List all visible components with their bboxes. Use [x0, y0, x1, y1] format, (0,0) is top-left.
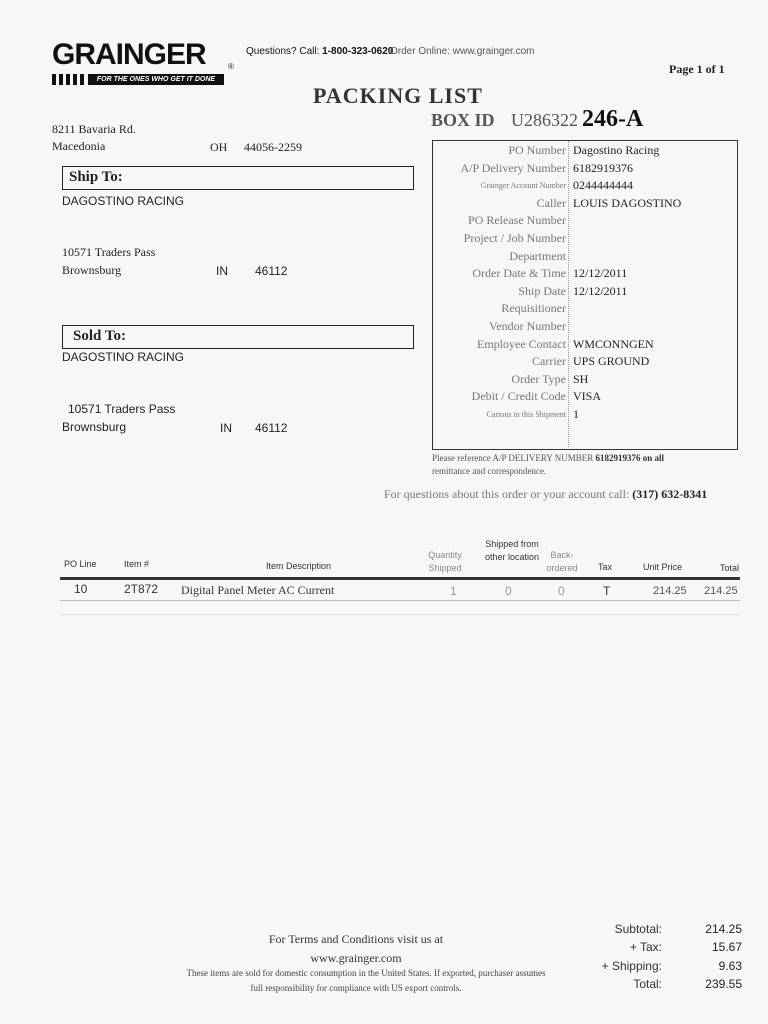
- order-info-value: VISA: [573, 389, 602, 404]
- order-info-row: [432, 266, 736, 283]
- order-info-value: 1: [573, 407, 579, 421]
- order-info-row: [432, 161, 736, 178]
- shipping-label: + Shipping:: [601, 959, 662, 973]
- ship-to-street: 10571 Traders Pass: [62, 245, 156, 259]
- col-total: Total: [720, 563, 740, 573]
- reference-note-line-2: remittance and correspondence.: [432, 466, 547, 476]
- order-info-label: Caller: [536, 195, 566, 210]
- row-backordered: 0: [558, 584, 565, 598]
- order-info-label: A/P Delivery Number: [460, 160, 566, 175]
- order-info-row: [432, 284, 736, 301]
- ship-to-city: Brownsburg: [62, 263, 122, 277]
- subtotal-label: Subtotal:: [614, 922, 662, 936]
- order-info-label: PO Number: [508, 143, 566, 157]
- order-info-label: Project / Job Number: [463, 231, 566, 245]
- sold-to-label: Sold To:: [73, 328, 126, 344]
- col-item: Item #: [124, 559, 150, 569]
- total-label: Total:: [633, 977, 662, 991]
- sold-to-zip: 46112: [255, 421, 288, 435]
- col-shipped-other: Shipped from other location: [484, 539, 540, 562]
- table-header-rule: [60, 577, 740, 580]
- order-info-row: [432, 337, 736, 354]
- origin-state: OH: [210, 140, 228, 154]
- ship-to-box: [62, 166, 414, 190]
- order-info-row: [432, 407, 736, 424]
- col-tax: Tax: [598, 562, 613, 572]
- row-item: 2T872: [124, 582, 159, 596]
- page-number: Page 1 of 1: [669, 62, 725, 76]
- order-info-label: Requisitioner: [501, 301, 566, 316]
- order-info-row: [432, 319, 736, 336]
- row-po-line: 10: [74, 582, 88, 596]
- reference-note-line-1: Please reference A/P DELIVERY NUMBER 6182919376 on all: [432, 453, 665, 463]
- table-row-rule: [60, 600, 740, 601]
- sold-to-state: IN: [220, 421, 232, 435]
- row-qty-shipped: 1: [450, 584, 457, 598]
- terms-website: www.grainger.com: [310, 951, 402, 965]
- order-info-row: [432, 231, 736, 248]
- row-unit-price: 214.25: [653, 585, 687, 597]
- page-title: PACKING LIST: [313, 83, 483, 108]
- order-info-label: Order Date & Time: [472, 266, 566, 281]
- order-info-label: Debit / Credit Code: [471, 389, 566, 404]
- order-info-value: LOUIS DAGOSTINO: [573, 195, 682, 210]
- order-info-label: Employee Contact: [477, 336, 566, 351]
- col-unit-price: Unit Price: [643, 562, 683, 572]
- row-shipped-other: 0: [505, 584, 512, 598]
- export-disclaimer-1: These items are sold for domestic consumption in the United States. If exported, purchaser assumes: [186, 968, 546, 978]
- order-info-value: SH: [573, 371, 589, 386]
- order-info-value: 0244444444: [573, 178, 633, 193]
- order-info-row: [432, 196, 736, 213]
- origin-street: 8211 Bavaria Rd.: [52, 122, 136, 136]
- order-info-label: Order Type: [511, 371, 566, 386]
- sold-to-city: Brownsburg: [62, 420, 127, 434]
- account-questions: For questions about this order or your account call: (317) 632-8341: [384, 487, 708, 501]
- order-info-row: [432, 354, 736, 371]
- order-info-label: Grainger Account Number: [480, 181, 566, 191]
- order-info-row: [432, 372, 736, 389]
- order-info-value: Dagostino Racing: [573, 143, 660, 157]
- order-info-row: [432, 301, 736, 318]
- order-info-value: 12/12/2011: [573, 283, 628, 298]
- order-info-label: Vendor Number: [489, 319, 566, 333]
- row-tax: T: [603, 584, 611, 598]
- total-value: 239.55: [705, 977, 742, 991]
- col-po-line: PO Line: [64, 559, 97, 569]
- row-description: Digital Panel Meter AC Current: [181, 583, 335, 597]
- terms-text: For Terms and Conditions visit us at: [268, 932, 444, 946]
- order-info-label: Ship Date: [518, 283, 566, 298]
- order-info-value: UPS GROUND: [573, 354, 650, 369]
- col-description: Item Description: [266, 561, 332, 571]
- sold-to-box: [62, 325, 414, 349]
- shipping-value: 9.63: [718, 959, 742, 973]
- ship-to-label: Ship To:: [69, 169, 123, 185]
- box-id-suffix: 246-A: [582, 106, 644, 132]
- origin-city: Macedonia: [52, 139, 106, 153]
- col-backordered: Back-ordered: [546, 550, 578, 573]
- box-id-label: BOX ID: [431, 110, 495, 130]
- subtotal-value: 214.25: [705, 922, 742, 936]
- order-online-link: Order Online: www.grainger.com: [390, 46, 535, 57]
- order-info-row: [432, 143, 736, 160]
- logo-tagline: FOR THE ONES WHO GET IT DONE: [88, 74, 224, 85]
- order-info-value: WMCONNGEN: [573, 336, 654, 351]
- tax-value: 15.67: [711, 940, 742, 954]
- registered-mark: ®: [228, 62, 234, 71]
- order-info-row: [432, 389, 736, 406]
- tax-label: + Tax:: [629, 940, 662, 954]
- order-info-label: Department: [509, 248, 566, 263]
- row-total: 214.25: [704, 585, 738, 597]
- ship-to-state: IN: [216, 264, 228, 278]
- order-info-row: [432, 249, 736, 266]
- account-phone: (317) 632-8341: [632, 487, 708, 501]
- order-info-value: 6182919376: [573, 160, 633, 175]
- ship-to-zip: 46112: [255, 264, 288, 278]
- order-info-row: [432, 178, 736, 195]
- order-info-row: [432, 213, 736, 230]
- table-row-rule-2: [60, 614, 740, 615]
- origin-zip: 44056-2259: [244, 140, 302, 154]
- order-info-label: Cartons in this Shipment: [486, 410, 566, 419]
- col-qty-shipped: Quantity Shipped: [428, 550, 462, 573]
- questions-contact: Questions? Call: 1-800-323-0620: [246, 46, 394, 57]
- grainger-logo: GRAINGER: [52, 38, 206, 71]
- sold-to-street: 10571 Traders Pass: [68, 402, 176, 416]
- questions-phone: 1-800-323-0620: [322, 46, 394, 57]
- ship-to-name: DAGOSTINO RACING: [62, 194, 185, 208]
- order-info-value: 12/12/2011: [573, 266, 628, 281]
- sold-to-name: DAGOSTINO RACING: [62, 350, 185, 364]
- order-info-label: PO Release Number: [468, 213, 566, 228]
- order-info-label: Carrier: [532, 354, 566, 369]
- logo-bars-icon: [52, 74, 86, 85]
- box-id-number: U286322: [511, 110, 578, 130]
- export-disclaimer-2: full responsibility for compliance with US export controls.: [250, 983, 462, 993]
